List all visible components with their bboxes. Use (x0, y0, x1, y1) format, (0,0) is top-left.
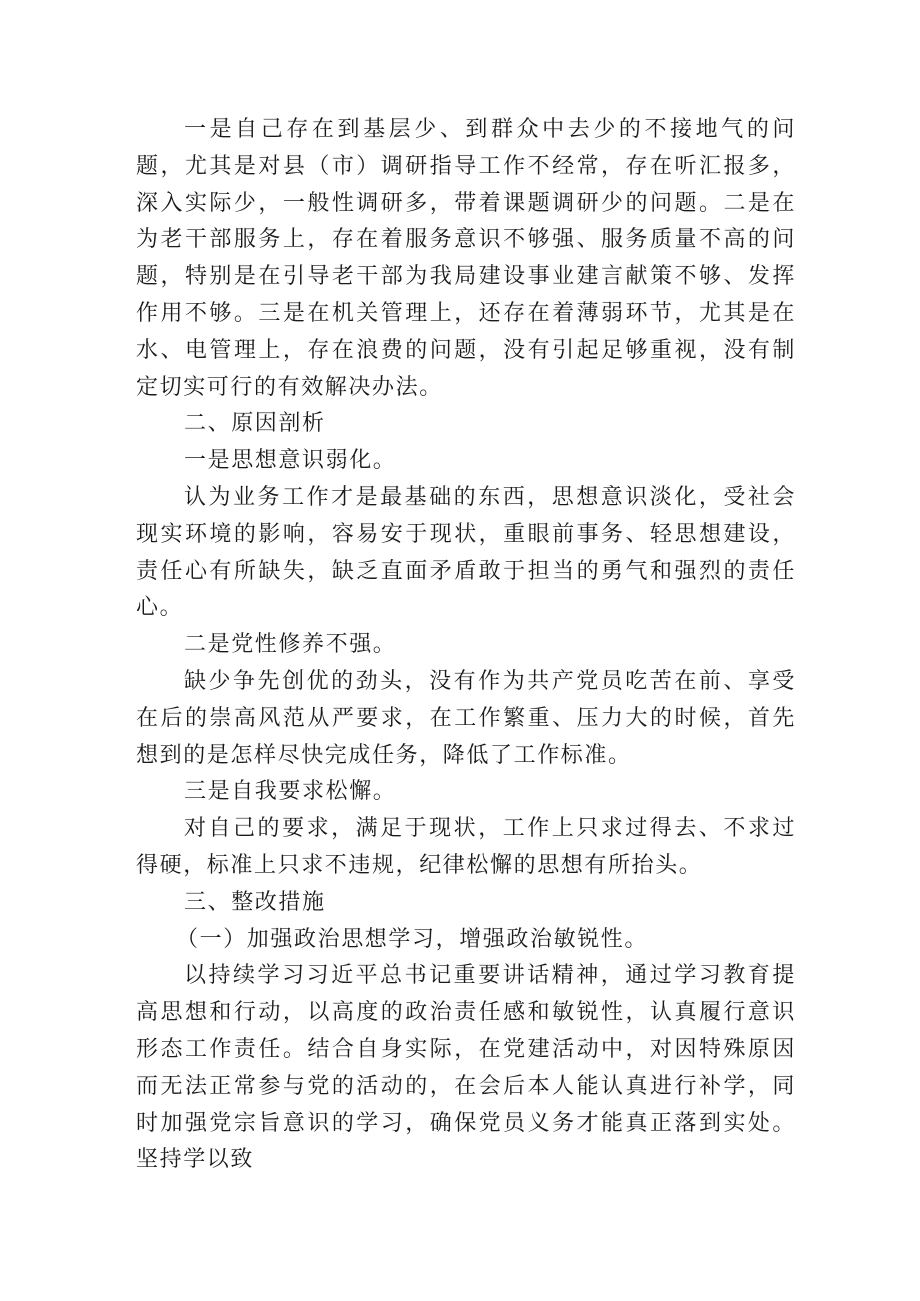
subheading-political-study: （一）加强政治思想学习，增强政治敏锐性。 (176, 926, 649, 952)
subheading-ideology: 一是思想意识弱化。 (184, 448, 397, 474)
document-body (136, 112, 796, 1179)
subheading-self-discipline: 三是自我要求松懈。 (184, 779, 397, 805)
paragraph-party-spirit: 缺少争先创优的劲头，没有作为共产党员吃苦在前、享受在后的崇高风范从严要求，在工作繁重、压力大的时候，首先想到的是怎样尽快完成任务，降低了工作标准。 (136, 668, 796, 768)
paragraph-ideology: 认为业务工作才是最基础的东西，思想意识淡化，受社会现实环境的影响，容易安于现状，重眼前事务、轻思想建设，责任心有所缺失，缺乏直面矛盾敢于担当的勇气和强烈的责任心。 (136, 484, 796, 621)
section-heading-rectification: 三、整改措施 (184, 889, 326, 915)
paragraph-self-discipline: 对自己的要求，满足于现状，工作上只求过得去、不求过得硬，标准上只求不违规，纪律松懈的思想有所抬头。 (136, 816, 796, 878)
section-heading-cause-analysis: 二、原因剖析 (184, 411, 326, 437)
paragraph-problems: 一是自己存在到基层少、到群众中去少的不接地气的问题，尤其是对县（市）调研指导工作不经常，存在听汇报多，深入实际少，一般性调研多，带着课题调研少的问题。二是在为老干部服务上，存在着服务意识不够强、服务质量不高的问题，特别是在引导老干部为我局建设事业建言献策不够、发挥作用不够。三是在机关管理上，还存在着薄弱环节，尤其是在水、电管理上，存在浪费的问题，没有引起足够重视，没有制定切实可行的有效解决办法。 (136, 117, 796, 400)
paragraph-political-study: 以持续学习习近平总书记重要讲话精神，通过学习教育提高思想和行动，以高度的政治责任感和敏锐性，认真履行意识形态工作责任。结合自身实际，在党建活动中，对因特殊原因而无法正常参与党的活动的，在会后本人能认真进行补学，同时加强党宗旨意识的学习，确保党员义务才能真正落到实处。坚持学以致 (136, 963, 796, 1173)
subheading-party-spirit: 二是党性修养不强。 (184, 632, 397, 658)
